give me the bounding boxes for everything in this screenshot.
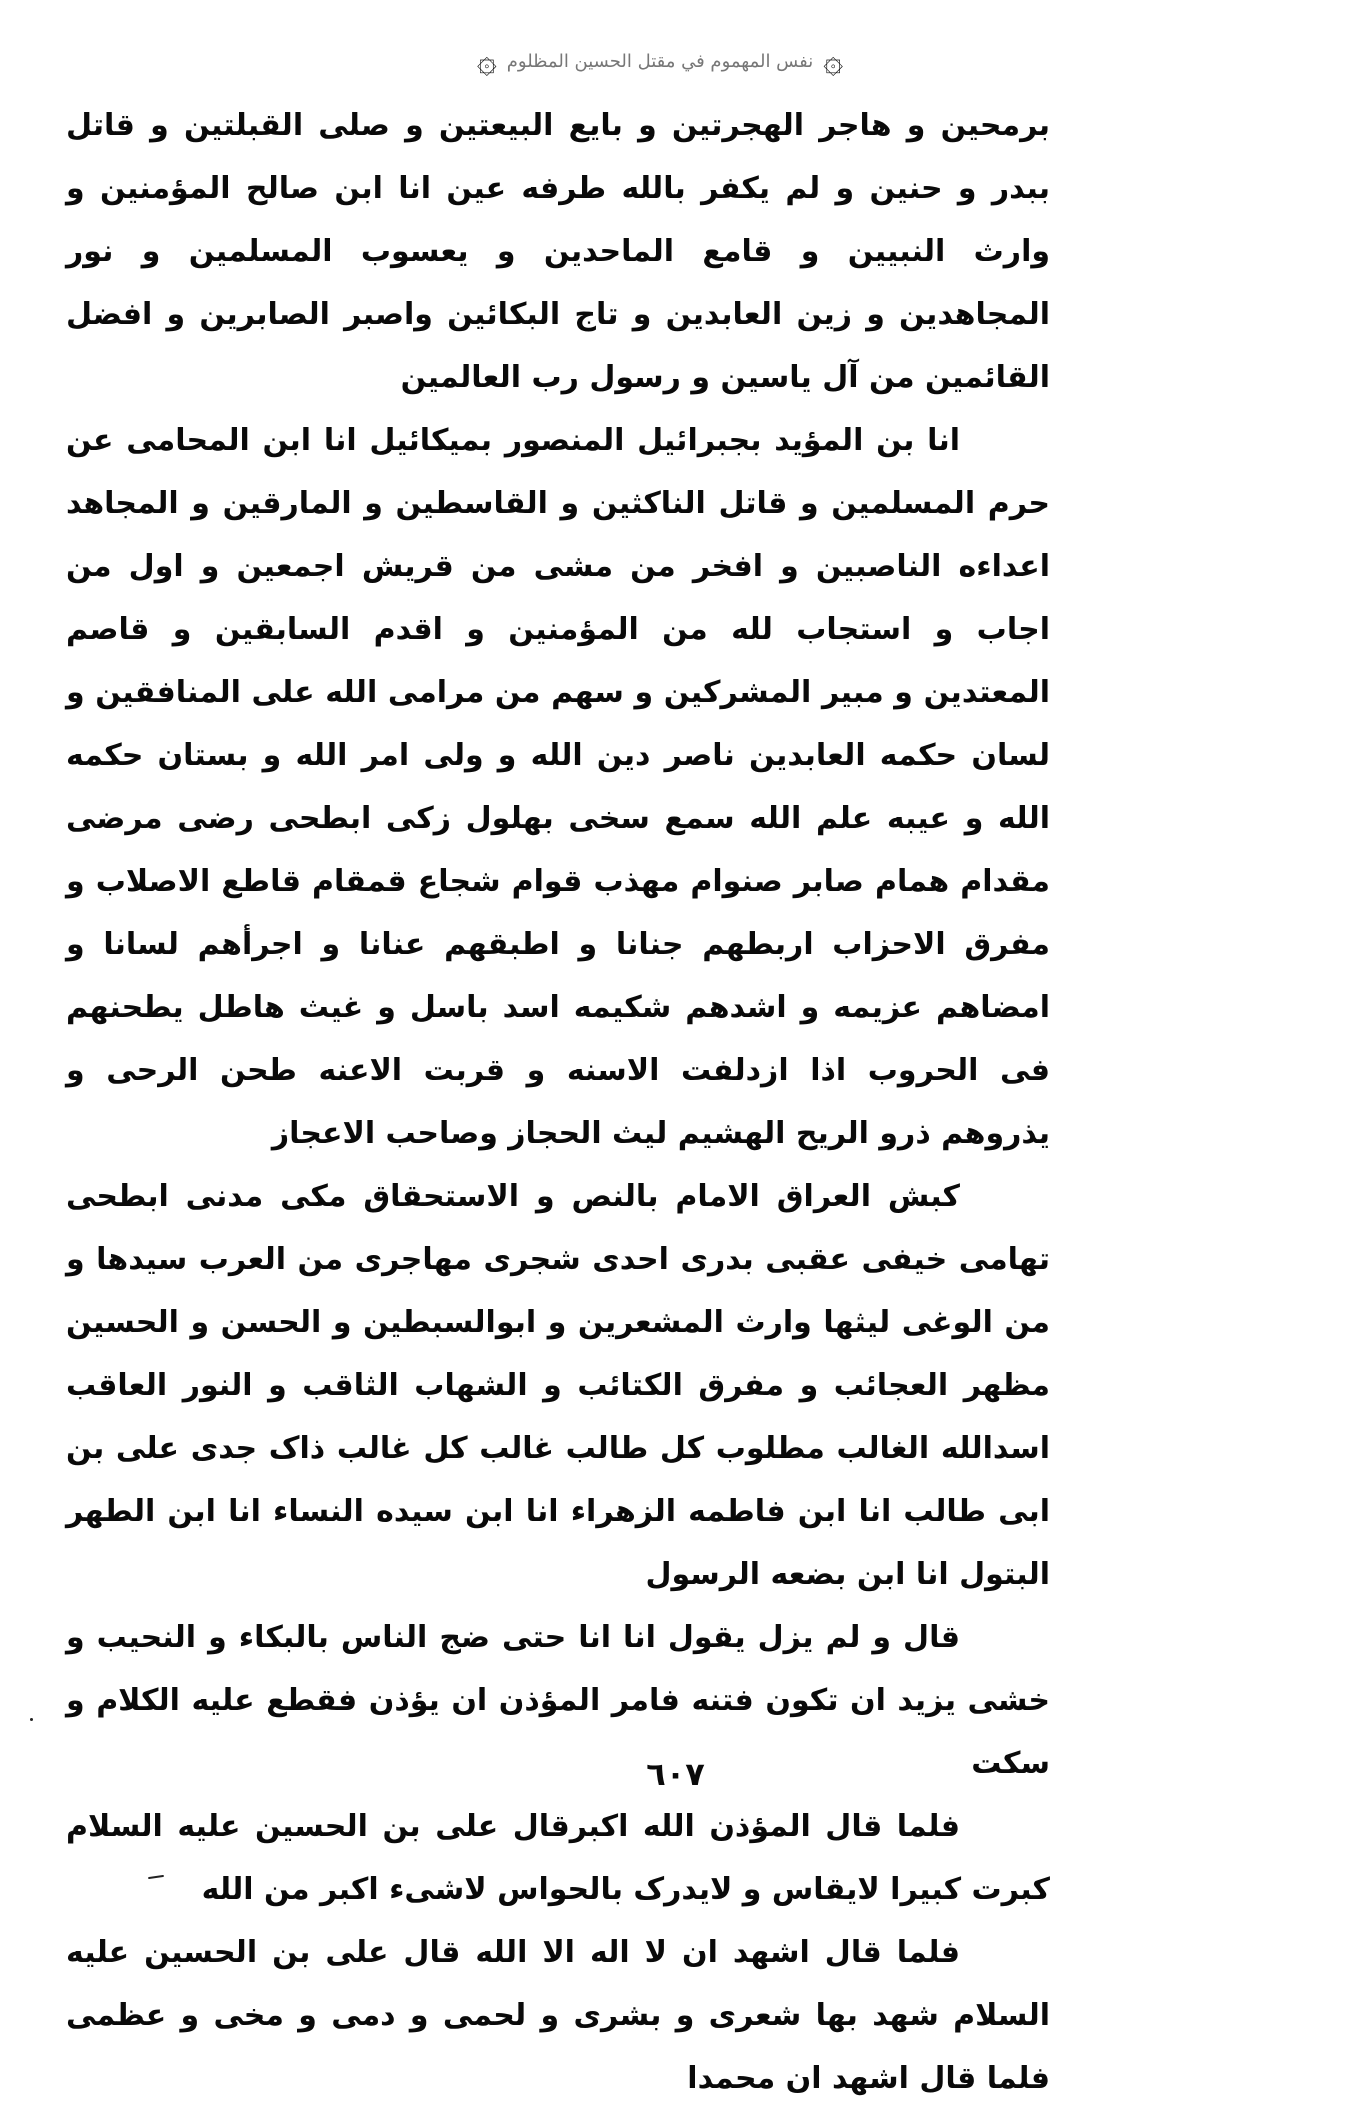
header-ornament-left-icon: ۞ (476, 41, 497, 81)
paragraph-6: فلما قال اشهد ان لا اله الا الله قال على بن الحسين عليه السلام شهد بها شعرى و بشرى و لحمى و دمى و مخى و عظمى فلما قال اشهد ان محمدا (66, 1935, 1050, 2096)
header-title: نفس المهموم في مقتل الحسين المظلوم (506, 50, 814, 72)
page-number: ٦٠٧ (646, 1755, 705, 1793)
running-header (440, 40, 880, 82)
paragraph-4: قال و لم يزل يقول انا انا حتى ضج الناس بالبكاء و النحيب و خشى يزيد ان تكون فتنه فامر المؤذن ان يؤذن فقطع عليه الكلام و سكت (66, 1620, 1050, 1781)
paragraph-2: انا بن المؤيد بجبرائيل المنصور بميكائيل انا ابن المحامى عن حرم المسلمين و قاتل الناكثين و القاسطين و المارقين و المجاهد اعداءه الناصبين و افخر من مشى من قريش اجمعين و اول من اجاب و استجاب لله من المؤمنين و اقدم السابقين و قاصم المعتدين و مبير المشركين و سهم من مرامى الله على المنافقين و لسان حكمه العابدين ناصر دين الله و ولى امر الله و بستان حكمه الله و عيبه علم الله سمع سخى بهلول زكى ابطحى رضى مرضى مقدام همام صابر صنوام مهذب قوام شجاع قمقام قاطع الاصلاب و مفرق الاحزاب اربطهم جنانا و اطبقهم عنانا و اجرأهم لسانا و امضاهم عزيمه و اشدهم شكيمه اسد باسل و غيث هاطل يطحنهم فى الحروب اذا ازدلفت الاسنه و قربت الاعنه طحن الرحى و يذروهم ذرو الريح الهشيم ليث الحجاز وصاحب الاعجاز (66, 423, 1050, 1151)
body-text (66, 94, 1050, 2110)
paragraph-3: كبش العراق الامام بالنص و الاستحقاق مكى مدنى ابطحى تهامى خيفى عقبى بدرى احدى شجرى مهاجرى من العرب سيدها و من الوغى ليثها وارث المشعرين و ابوالسبطين و الحسن و الحسين مظهر العجائب و مفرق الكتائب و الشهاب الثاقب و النور العاقب اسدالله الغالب مطلوب كل طالب غالب كل غالب ذاک جدى على بن ابى طالب انا ابن فاطمه الزهراء انا ابن سيده النساء انا ابن الطهر البتول انا ابن بضعه الرسول (66, 1179, 1050, 1592)
header-ornament-right-icon: ۞ (823, 41, 844, 81)
scan-speck (30, 1718, 33, 1721)
paragraph-5: فلما قال المؤذن الله اكبرقال على بن الحسين عليه السلام كبرت كبيرا لايقاس و لايدرک بالحواس لاشىء اكبر من الله (66, 1809, 1050, 1907)
paragraph-1: برمحين و هاجر الهجرتين و بايع البيعتين و صلى القبلتين و قاتل ببدر و حنين و لم يكفر بالله طرفه عين انا ابن صالح المؤمنين و وارث النبيين و قامع الماحدين و يعسوب المسلمين و نور المجاهدين و زين العابدين و تاج البكائين واصبر الصابرين و افضل القائمين من آل ياسين و رسول رب العالمين (66, 108, 1050, 395)
